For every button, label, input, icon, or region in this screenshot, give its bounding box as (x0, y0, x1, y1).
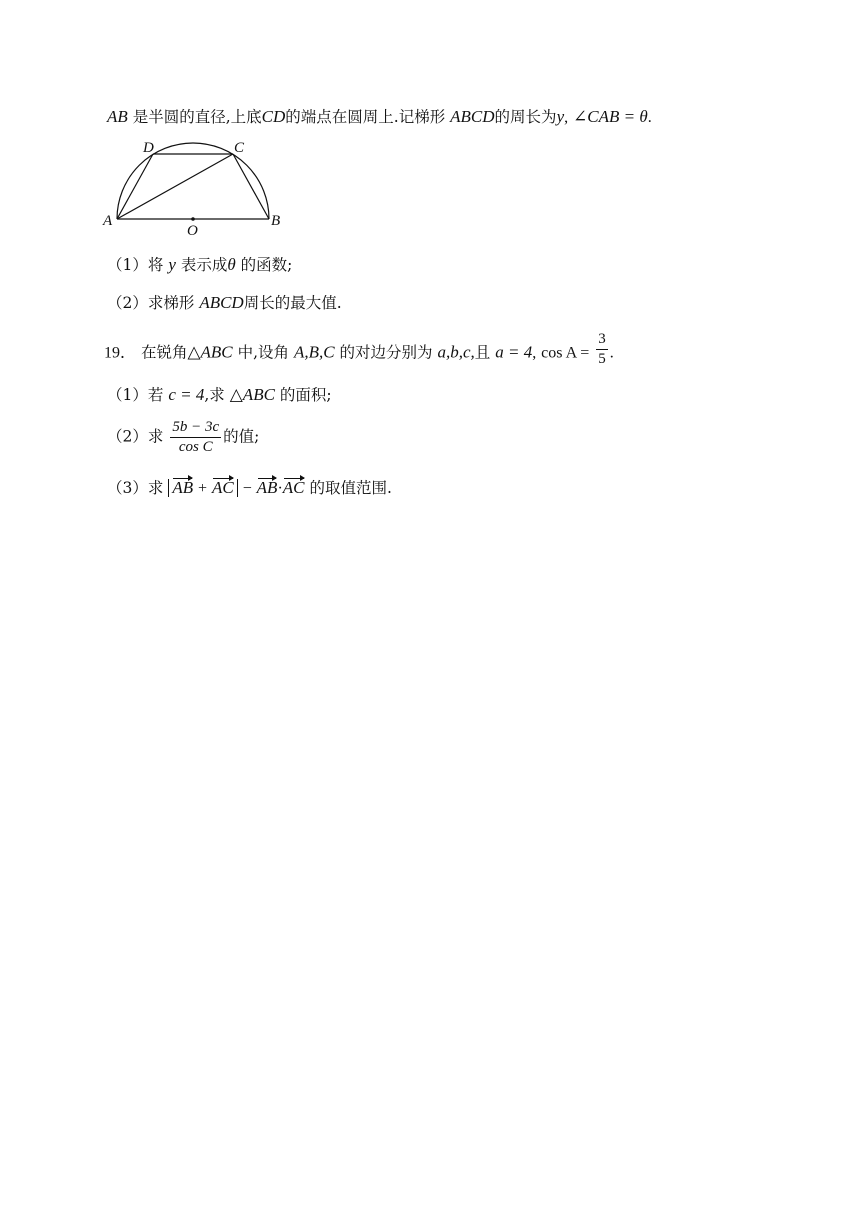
q19-p1-c-equals: c = 4 (168, 385, 205, 404)
q18-p1-theta: θ (227, 255, 236, 274)
q19-frac-den: 5 (598, 351, 606, 367)
q19-period: . (609, 344, 614, 362)
q19-fraction (596, 332, 608, 367)
intro-text-1: 是半圆的直径,上底 (132, 108, 262, 126)
q19-p3-dot: · (277, 480, 283, 497)
q19-p3-text-a: 求 (147, 479, 164, 497)
q18-p1-var-y: y (168, 255, 176, 274)
q19-part-3 (107, 479, 392, 497)
label-c: C (234, 140, 245, 156)
intro-period: . (647, 109, 652, 126)
q19-text-4: 且 (474, 343, 491, 362)
q18-p1-text-c: 的函数; (240, 256, 293, 274)
center-point-o (191, 217, 195, 221)
q19-sides: a,b,c, (437, 342, 475, 362)
trapezoid-name: ABCD (450, 107, 495, 126)
vector-ab: AB (172, 478, 194, 497)
q19-p3-number: （3） (107, 479, 148, 497)
q19-stem (104, 331, 614, 371)
q19-p2-frac-den: cos C (178, 439, 213, 455)
vector-ab-2: AB (256, 478, 278, 497)
q19-p1-text-a: 若 (147, 386, 164, 404)
intro-text-3: 的周长为 (494, 108, 557, 126)
q19-p2-fraction (170, 420, 221, 455)
q18-p2-text-b: 周长的最大值. (243, 294, 342, 312)
semicircle-trapezoid-figure (98, 136, 298, 236)
q19-comma: , (532, 344, 537, 362)
segment-ab: AB (107, 107, 128, 126)
q18-p1-text-b: 表示成 (180, 256, 228, 274)
label-d: D (143, 140, 154, 156)
q19-cos-a: cos A = (541, 344, 590, 362)
q18-p1-number: （1） (107, 256, 148, 274)
q19-text-1: 在锐角 (140, 343, 188, 362)
q19-number: 19． (104, 344, 137, 362)
vector-ac: AC (212, 478, 234, 497)
q19-p2-text-b: 的值; (223, 427, 260, 446)
q19-part-1 (107, 386, 332, 404)
q19-p3-magnitude (168, 479, 237, 497)
label-a: A (103, 213, 113, 229)
q18-p2-number: （2） (107, 294, 148, 312)
q19-p3-text-b: 的取值范围. (309, 479, 392, 497)
q19-p2-frac-num: 5b − 3c (170, 420, 221, 438)
var-y: y (556, 107, 565, 126)
q19-text-2: 中,设角 (237, 343, 290, 362)
problem-intro (107, 108, 652, 126)
segment-cb (233, 154, 269, 219)
intro-comma: , (564, 109, 569, 126)
label-o: O (187, 223, 198, 236)
q18-p2-text-a: 求梯形 (147, 294, 195, 312)
q19-a-equals: a = 4 (495, 342, 533, 362)
label-b: B (271, 213, 281, 229)
q18-part-1 (107, 256, 292, 274)
angle-cab: ∠CAB = θ (573, 107, 648, 126)
q19-p1-text-b: ,求 (204, 386, 225, 404)
vector-ac-2: AC (282, 478, 305, 497)
q19-p1-number: （1） (107, 386, 148, 404)
q19-p1-triangle: △ABC (229, 385, 275, 404)
q19-triangle: △ABC (187, 342, 233, 362)
q19-angles: A,B,C (293, 342, 335, 362)
q18-p1-text-a: 将 (147, 256, 164, 274)
q19-p3-minus: − (242, 480, 252, 497)
q18-p2-abcd: ABCD (199, 293, 244, 312)
q19-frac-num: 3 (596, 332, 608, 350)
segment-cd: CD (261, 107, 286, 126)
q19-p2-number: （2） (107, 427, 148, 446)
q19-part-2 (107, 420, 259, 455)
intro-text-2: 的端点在圆周上.记梯形 (285, 108, 446, 126)
q19-p1-text-d: 的面积; (279, 386, 332, 404)
q19-p2-text-a: 求 (147, 427, 164, 446)
q18-part-2 (107, 294, 342, 312)
q19-text-3: 的对边分别为 (339, 343, 433, 362)
q19-p3-plus: + (198, 480, 208, 497)
